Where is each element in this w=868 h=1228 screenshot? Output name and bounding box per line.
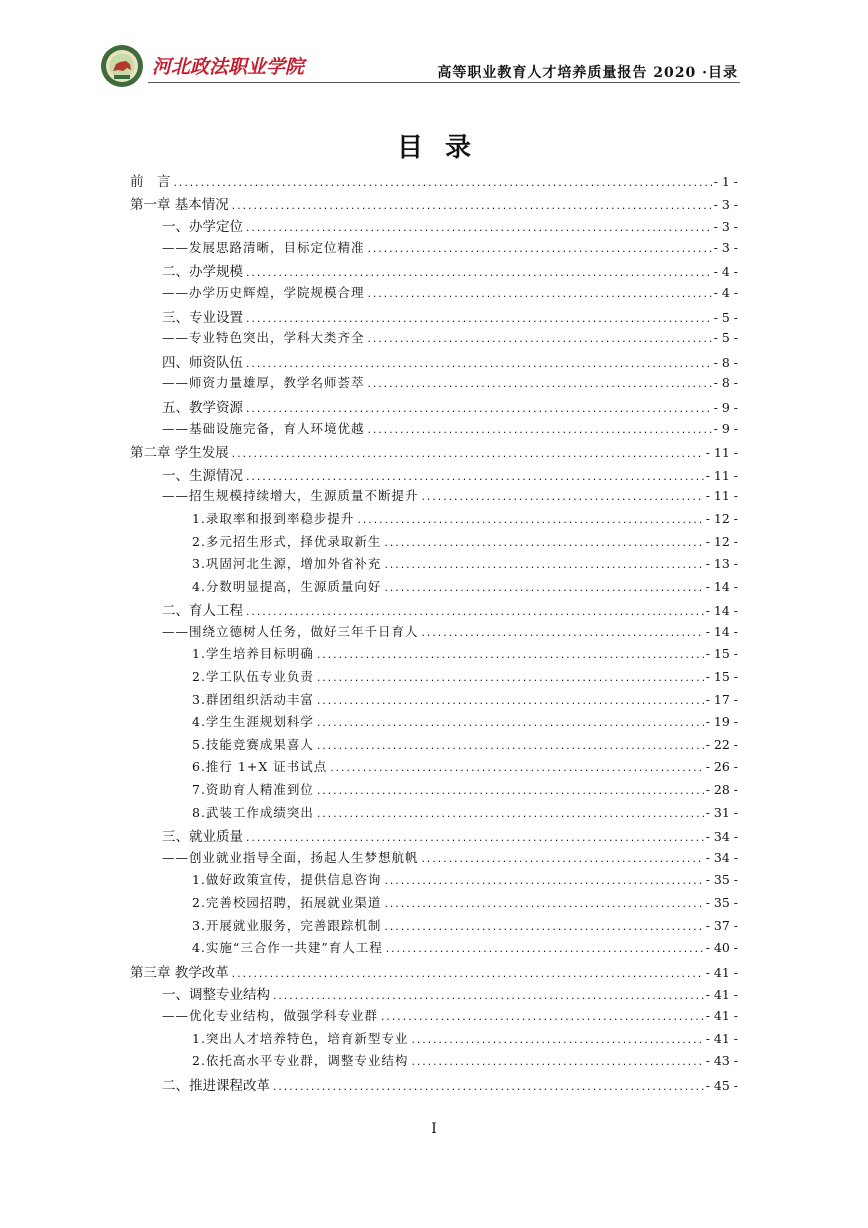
toc-entry-label: ——招生规模持续增大，生源质量不断提升 [162, 488, 419, 504]
toc-leader-dots [356, 516, 703, 526]
toc-leader-dots [380, 1013, 704, 1023]
toc-entry[interactable] [130, 464, 738, 487]
toc-entry[interactable] [130, 306, 738, 329]
toc-entry[interactable] [130, 1029, 738, 1052]
toc-entry-page: - 15 - [705, 669, 738, 685]
toc-entry-page: - 19 - [705, 714, 738, 730]
toc-leader-dots [316, 674, 704, 684]
toc-entry-page: - 35 - [705, 895, 738, 910]
toc-leader-dots [245, 473, 704, 483]
toc-entry[interactable] [130, 757, 738, 780]
toc-entry-page: - 14 - [705, 603, 738, 619]
toc-entry[interactable] [130, 667, 738, 690]
toc-entry[interactable] [130, 938, 738, 961]
toc-entry-page: - 12 - [705, 510, 738, 526]
toc-leader-dots [383, 877, 703, 887]
toc-entry-page: - 26 - [705, 759, 738, 775]
toc-entry-page: - 11 - [705, 467, 738, 483]
toc-entry-label: 二、推进课程改革 [162, 1077, 270, 1094]
toc-entry[interactable] [130, 260, 738, 283]
toc-entry[interactable] [130, 486, 738, 509]
toc-entry-label: 4.分数明显提高，生源质量向好 [192, 578, 382, 594]
college-logo-text: 河北政法职业学院 [152, 56, 305, 78]
toc-entry[interactable] [130, 238, 738, 261]
toc-leader-dots [231, 450, 704, 460]
toc-leader-dots [316, 810, 704, 820]
toc-entry-label: ——创业就业指导全面，扬起人生梦想航帆 [162, 849, 419, 865]
toc-leader-dots [421, 629, 704, 639]
toc-entry[interactable] [130, 644, 738, 667]
toc-entry-page: - 34 - [705, 829, 738, 845]
toc-entry[interactable] [130, 577, 738, 600]
toc-entry[interactable] [130, 848, 738, 871]
toc-entry[interactable] [130, 283, 738, 306]
toc-entry-page: - 9 - [713, 399, 738, 415]
toc-entry-page: - 5 - [713, 330, 738, 346]
toc-entry-label: 2.依托高水平专业群，调整专业结构 [192, 1053, 409, 1069]
toc-entry-label: 三、就业质量 [162, 829, 243, 846]
toc-entry-label: 2.完善校园招聘，拓展就业渠道 [192, 895, 382, 910]
toc-entry-page: - 3 - [713, 239, 738, 255]
toc-entry-label: 二、育人工程 [162, 603, 243, 620]
toc-entry-page: - 12 - [705, 533, 738, 549]
toc-entry-page: - 22 - [705, 736, 738, 752]
toc-entry-page: - 8 - [713, 354, 738, 370]
toc-entry-label: 前 言 [130, 174, 171, 190]
toc-entry-page: - 14 - [705, 578, 738, 594]
toc-entry-label: ——发展思路清晰，目标定位精准 [162, 239, 365, 255]
toc-entry-label: 三、专业设置 [162, 309, 243, 326]
college-seal-icon [100, 44, 144, 88]
toc-leader-dots [367, 335, 712, 345]
toc-entry[interactable] [130, 170, 738, 193]
toc-leader-dots [245, 315, 712, 325]
toc-entry[interactable] [130, 554, 738, 577]
toc-entry-page: - 41 - [705, 964, 738, 980]
toc-entry-page: - 40 - [705, 940, 738, 956]
header-divider [148, 82, 740, 83]
toc-entry-label: ——基础设施完备，育人环境优越 [162, 420, 365, 436]
toc-entry-label: 二、办学规模 [162, 264, 243, 281]
toc-entry[interactable] [130, 396, 738, 419]
toc-entry-label: 一、调整专业结构 [162, 987, 270, 1004]
toc-entry-page: - 43 - [705, 1053, 738, 1069]
toc-leader-dots [231, 202, 712, 212]
toc-entry[interactable] [130, 509, 738, 532]
toc-entry-label: 3.群团组织活动丰富 [192, 691, 314, 707]
toc-leader-dots [272, 1083, 704, 1093]
toc-leader-dots [421, 855, 704, 865]
toc-entry-label: 3.开展就业服务，完善跟踪机制 [192, 917, 382, 933]
toc-leader-dots [316, 651, 704, 661]
toc-entry-page: - 9 - [713, 420, 738, 436]
toc-entry[interactable] [130, 712, 738, 735]
report-header-title: 高等职业教育人才培养质量报告 2020 ·目录 [437, 65, 738, 81]
toc-entry-label: 第一章 基本情况 [130, 196, 229, 213]
toc-entry[interactable] [130, 825, 738, 848]
toc-entry-label: 1.录取率和报到率稳步提升 [192, 510, 355, 526]
toc-entry-page: - 15 - [705, 646, 738, 662]
toc-entry[interactable] [130, 351, 738, 374]
toc-leader-dots [410, 1036, 703, 1046]
toc-entry-page: - 3 - [713, 219, 738, 235]
toc-entry[interactable] [130, 441, 738, 464]
toc-entry-label: 四、师资队伍 [162, 354, 243, 371]
toc-entry[interactable] [130, 328, 738, 351]
toc-entry-page: - 1 - [713, 174, 738, 189]
toc-entry-page: - 3 - [713, 196, 738, 212]
toc-leader-dots [245, 834, 704, 844]
toc-leader-dots [421, 493, 704, 503]
toc-entry[interactable] [130, 532, 738, 555]
toc-entry-page: - 41 - [705, 987, 738, 1003]
toc-entry-page: - 4 - [713, 284, 738, 300]
toc-leader-dots [245, 405, 712, 415]
toc-entry[interactable] [130, 1006, 738, 1029]
toc-leader-dots [385, 945, 704, 955]
toc-entry-page: - 28 - [705, 782, 738, 798]
toc-leader-dots [316, 719, 704, 729]
toc-entry[interactable] [130, 961, 738, 984]
toc-entry[interactable] [130, 803, 738, 826]
toc-entry[interactable] [130, 870, 738, 893]
toc-leader-dots [245, 269, 712, 279]
toc-entry-label: 8.武装工作成绩突出 [192, 804, 314, 820]
toc-entry[interactable] [130, 983, 738, 1006]
toc-entry[interactable] [130, 735, 738, 758]
toc-entry[interactable] [130, 373, 738, 396]
toc-leader-dots [245, 608, 704, 618]
toc-entry-page: - 45 - [705, 1077, 738, 1093]
toc-entry[interactable] [130, 622, 738, 645]
toc-entry[interactable] [130, 780, 738, 803]
toc-entry-page: - 35 - [705, 872, 738, 888]
toc-leader-dots [383, 900, 703, 910]
toc-entry-label: 2.学工队伍专业负责 [192, 669, 314, 685]
toc-entry[interactable] [130, 599, 738, 622]
page-header [100, 40, 740, 90]
toc-entry-page: - 11 - [705, 488, 738, 504]
toc-entry-label: 2.多元招生形式，择优录取新生 [192, 533, 382, 549]
toc-entry-label: ——优化专业结构，做强学科专业群 [162, 1007, 379, 1023]
toc-entry-label: ——办学历史辉煌，学院规模合理 [162, 284, 365, 300]
toc-entry-label: ——专业特色突出，学科大类齐全 [162, 330, 365, 346]
toc-entry-page: - 5 - [713, 309, 738, 325]
toc-entry-label: 第三章 教学改革 [130, 964, 229, 981]
toc-leader-dots [316, 697, 704, 707]
table-of-contents [130, 170, 738, 1096]
toc-entry-label: 5.技能竞赛成果喜人 [192, 736, 314, 752]
toc-entry-page: - 41 - [705, 1030, 738, 1046]
toc-entry-label: ——围绕立德树人任务，做好三年千日育人 [162, 623, 419, 639]
toc-entry-page: - 13 - [705, 556, 738, 572]
toc-entry[interactable] [130, 690, 738, 713]
toc-entry-label: ——师资力量雄厚，教学名师荟萃 [162, 375, 365, 391]
toc-entry-label: 4.学生生涯规划科学 [192, 714, 314, 730]
toc-leader-dots [367, 290, 712, 300]
toc-leader-dots [316, 742, 704, 752]
toc-entry-page: - 37 - [705, 917, 738, 933]
toc-entry-page: - 11 - [705, 445, 738, 461]
toc-entry-label: 1.做好政策宣传，提供信息咨询 [192, 872, 382, 888]
toc-leader-dots [367, 426, 712, 436]
toc-entry[interactable] [130, 193, 738, 216]
toc-leader-dots [173, 179, 712, 189]
toc-leader-dots [383, 561, 703, 571]
toc-leader-dots [245, 360, 712, 370]
toc-leader-dots [383, 584, 703, 594]
toc-leader-dots [316, 787, 704, 797]
toc-entry-page: - 4 - [713, 264, 738, 280]
toc-heading: 目录 [396, 133, 493, 163]
toc-entry-page: - 34 - [705, 849, 738, 865]
toc-entry-page: - 41 - [705, 1007, 738, 1023]
toc-leader-dots [410, 1058, 703, 1068]
toc-entry-label: 五、教学资源 [162, 399, 243, 416]
toc-entry-page: - 17 - [705, 691, 738, 707]
toc-entry[interactable] [130, 893, 738, 916]
toc-leader-dots [367, 380, 712, 390]
toc-entry-label: 4.实施“三合作一共建”育人工程 [192, 940, 383, 956]
toc-leader-dots [231, 970, 704, 980]
toc-entry-page: - 31 - [705, 804, 738, 820]
toc-entry-label: 6.推行 1+X 证书试点 [192, 759, 328, 775]
toc-entry-label: 1.学生培养目标明确 [192, 646, 314, 662]
toc-leader-dots [383, 923, 703, 933]
toc-entry[interactable] [130, 215, 738, 238]
toc-entry[interactable] [130, 916, 738, 939]
toc-entry[interactable] [130, 1074, 738, 1097]
toc-entry-label: 第二章 学生发展 [130, 445, 229, 462]
page-number: I [431, 1121, 437, 1137]
toc-entry-label: 1.突出人才培养特色，培育新型专业 [192, 1030, 409, 1046]
toc-entry[interactable] [130, 419, 738, 442]
toc-leader-dots [245, 224, 712, 234]
toc-entry-label: 一、生源情况 [162, 467, 243, 484]
toc-leader-dots [367, 245, 712, 255]
toc-entry[interactable] [130, 1051, 738, 1074]
toc-leader-dots [329, 764, 703, 774]
toc-entry-page: - 8 - [713, 375, 738, 391]
toc-entry-label: 3.巩固河北生源，增加外省补充 [192, 556, 382, 572]
toc-entry-page: - 14 - [705, 623, 738, 639]
toc-entry-label: 7.资助育人精准到位 [192, 782, 314, 798]
toc-leader-dots [272, 992, 704, 1002]
toc-entry-label: 一、办学定位 [162, 219, 243, 236]
toc-leader-dots [383, 539, 703, 549]
